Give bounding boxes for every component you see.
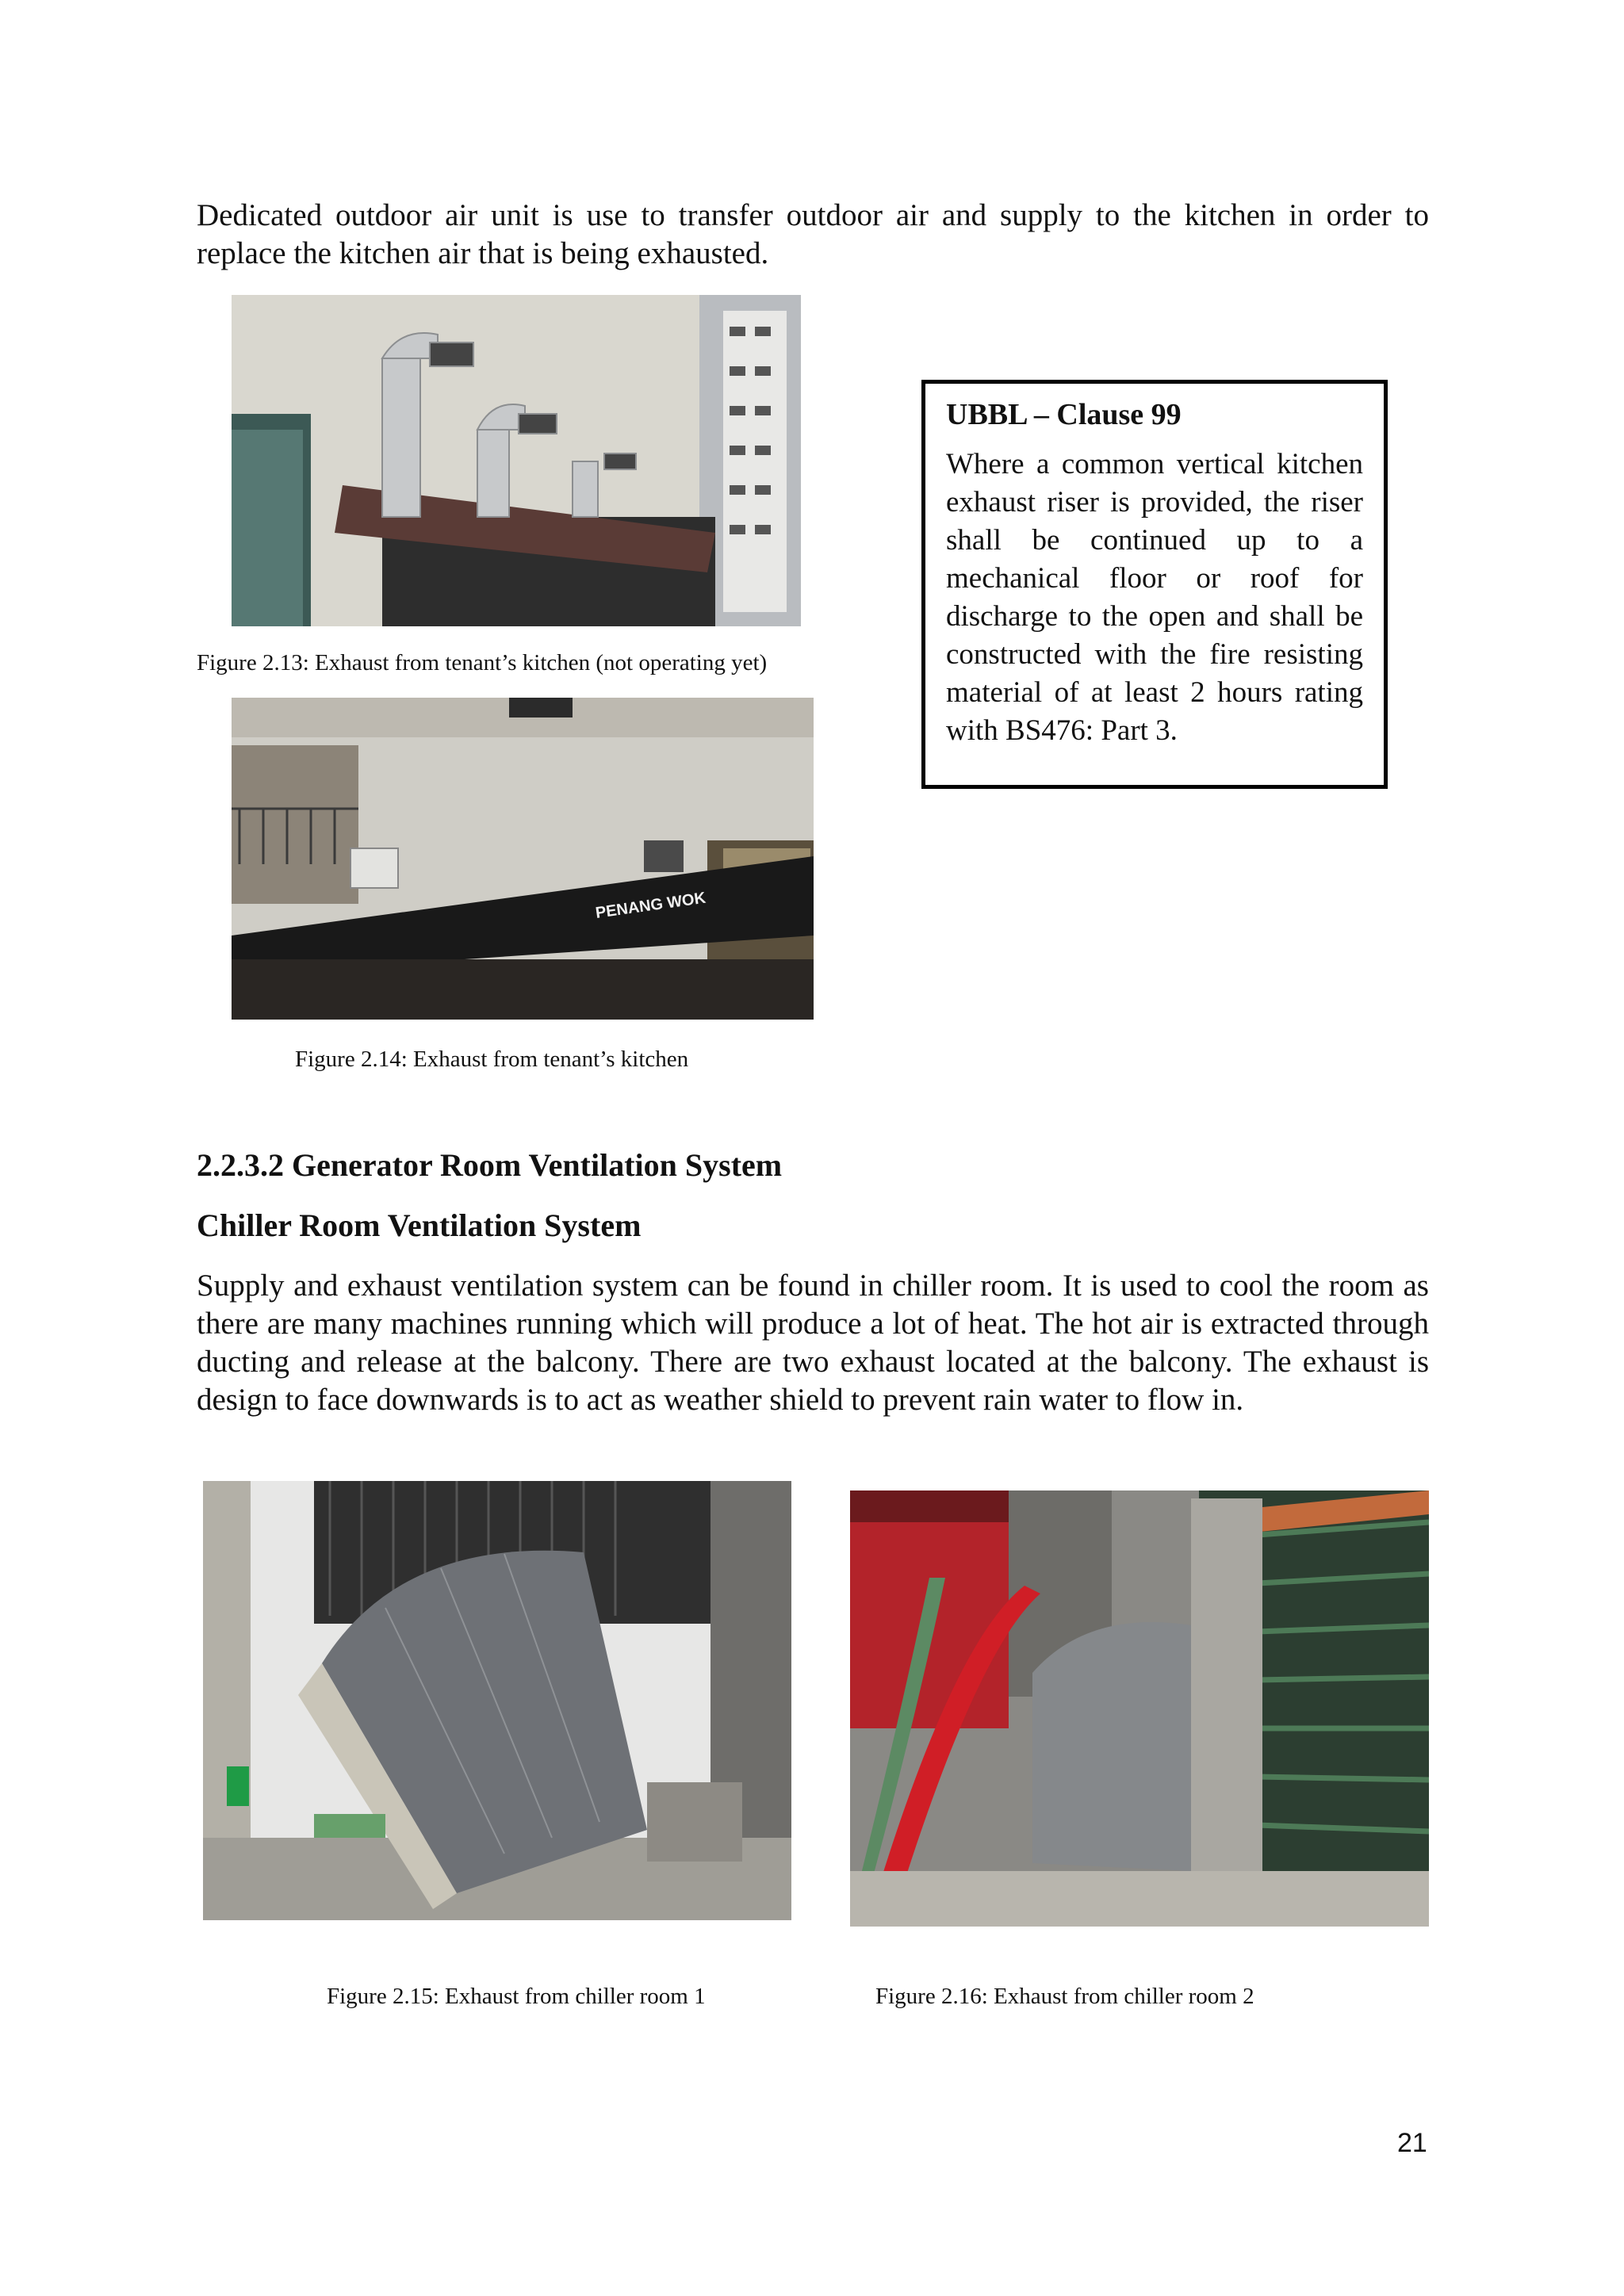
clause-title: UBBL – Clause 99 [946, 398, 1182, 431]
figure-2-13-caption: Figure 2.13: Exhaust from tenant’s kitchen (not operating yet) [197, 650, 768, 675]
figure-2-14-photo [232, 698, 814, 1020]
figure-2-15-caption: Figure 2.15: Exhaust from chiller room 1 [327, 1984, 706, 2009]
subsection-heading: Chiller Room Ventilation System [197, 1207, 642, 1243]
figure-2-15-photo [203, 1481, 791, 1920]
sign-text: PENANG WOK [594, 889, 707, 922]
page-number: 21 [1397, 2128, 1427, 2158]
clause-text: Where a common vertical kitchen exhaust riser is provided, the riser shall be continued up to a mechanical floor or roof for discharge to the open and shall be constructed with the fire resisting material of at least 2 hours rating with BS476: Part 3. [946, 448, 1363, 747]
figure-2-14-caption: Figure 2.14: Exhaust from tenant’s kitchen [295, 1047, 689, 1072]
ubbl-clause-box [921, 380, 1388, 789]
figure-2-13-photo [232, 295, 801, 626]
figure-2-16-caption: Figure 2.16: Exhaust from chiller room 2 [875, 1984, 1254, 2009]
intro-paragraph: Dedicated outdoor air unit is use to transfer outdoor air and supply to the kitchen in order to replace the kitchen air that is being exhausted. [197, 198, 1429, 270]
section-heading: 2.2.3.2 Generator Room Ventilation System [197, 1147, 783, 1183]
chiller-paragraph: Supply and exhaust ventilation system can be found in chiller room. It is used to cool the room as there are many machines running which will produce a lot of heat. The hot air is extracted through ducting and release at the balcony. There are two exhaust located at the balcony. The exhaust is design to face downwards is to act as weather shield to prevent rain water to flow in. [197, 1269, 1429, 1417]
figure-2-16-photo [850, 1490, 1429, 1927]
